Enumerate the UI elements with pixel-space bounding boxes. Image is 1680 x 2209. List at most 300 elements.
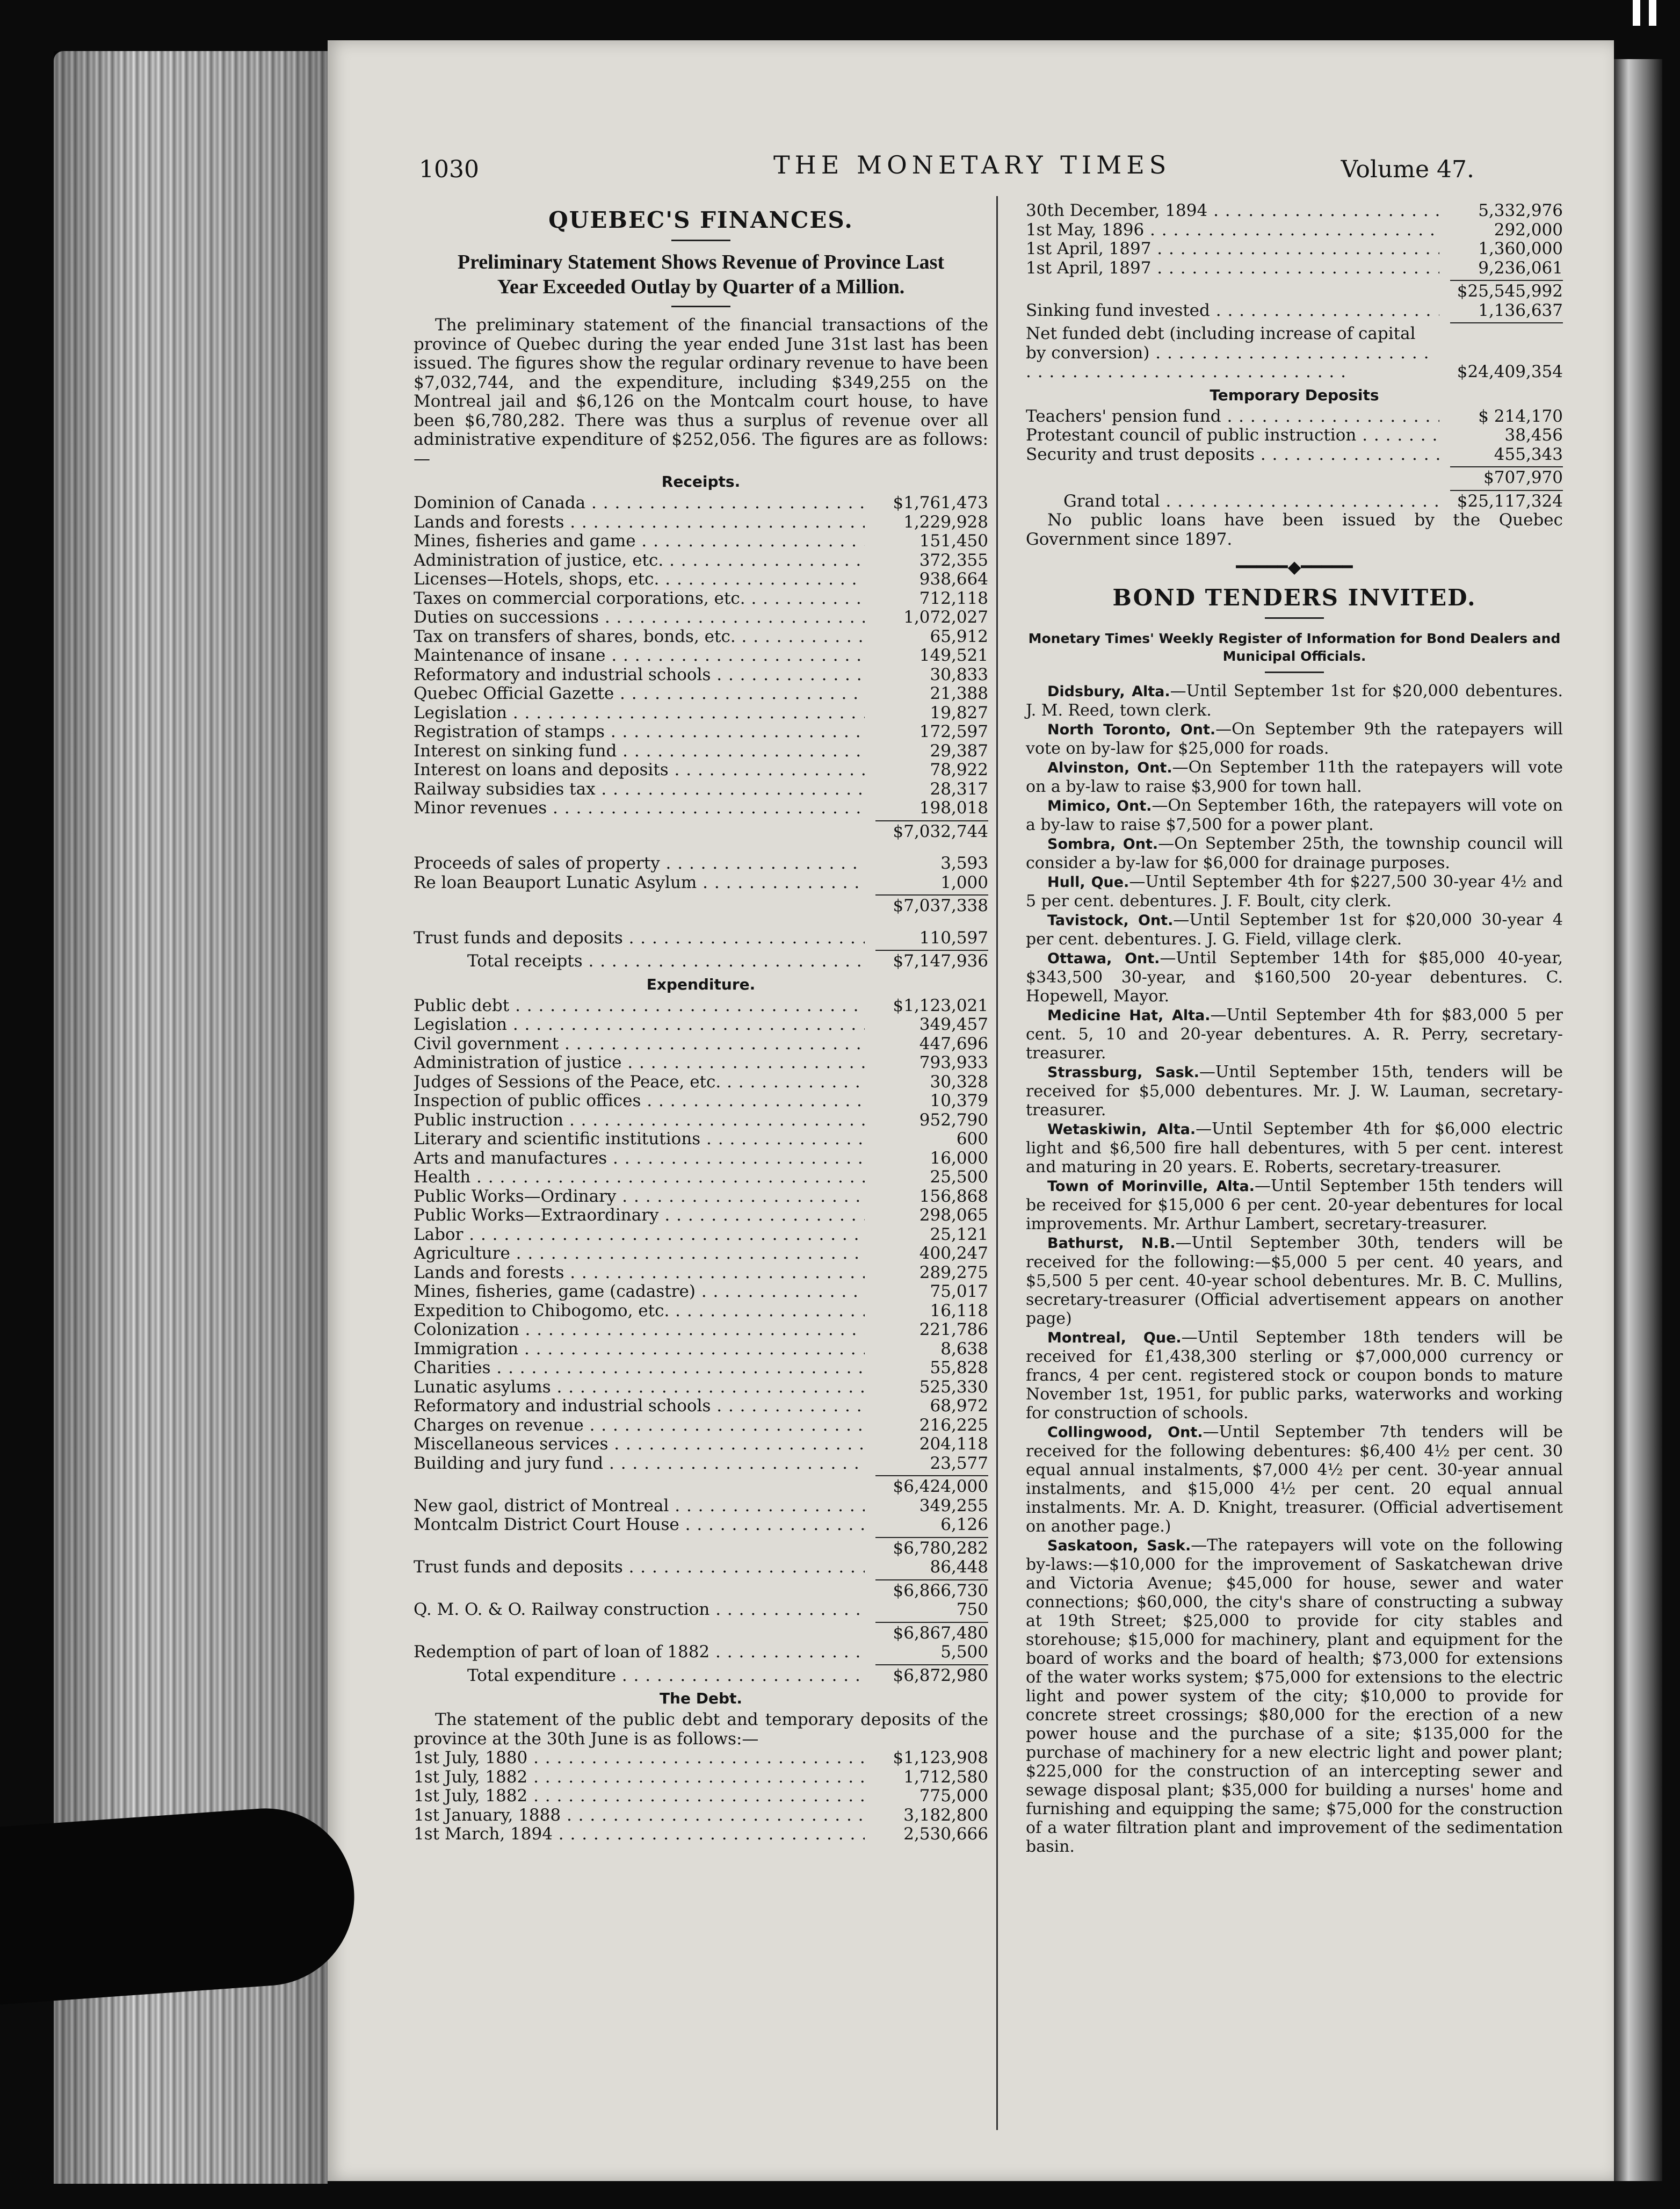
column-divider <box>996 196 998 2130</box>
bond-tender-place: Medicine Hat, Alta. <box>1047 1007 1211 1024</box>
bond-tenders-list <box>1026 682 1563 1856</box>
redemption-label: Redemption of part of loan of 1882 . . . <box>414 1643 865 1662</box>
expenditure-row <box>414 1225 988 1245</box>
expenditure-row-value: 204,118 <box>919 1434 988 1454</box>
expenditure-row-label: Charges on revenue . . . <box>414 1416 865 1435</box>
expenditure-row <box>414 1187 988 1207</box>
temp-deposit-row-value: 38,456 <box>1504 425 1563 445</box>
net-debt-value: $24,409,354 <box>1457 362 1563 381</box>
expenditure-row-value: 525,330 <box>919 1377 988 1397</box>
receipt-row-value: 21,388 <box>930 684 988 703</box>
volume-label: Volume 47. <box>1341 156 1474 183</box>
expenditure-row-value: 349,457 <box>919 1015 988 1034</box>
total-receipts-label: Total receipts . . . <box>414 952 865 971</box>
expenditure-row-value: 30,328 <box>930 1072 988 1092</box>
debt-cont-row <box>1026 240 1563 259</box>
debt-cont-row <box>1026 259 1563 278</box>
receipt-row <box>414 494 988 513</box>
receipt-row <box>414 799 988 818</box>
receipt-extra-row-label: Re loan Beauport Lunatic Asylum . . . <box>414 874 865 893</box>
expenditure-row-value: 216,225 <box>919 1415 988 1435</box>
receipt-row <box>414 761 988 780</box>
expenditure-row <box>414 1416 988 1435</box>
receipt-row-label: Legislation . . . <box>414 704 865 723</box>
bond-tender-place: Sombra, Ont. <box>1047 836 1158 853</box>
bond-tender-text: —Until September 4th for $6,000 electric light and $6,500 fire hall debentures, with 5 per cent. interest and maturing in 20 years. E. Roberts, secretary-treasurer. <box>1026 1120 1563 1176</box>
expenditure-row-label: Arts and manufactures . . . <box>414 1149 865 1168</box>
expenditure-row-value: 68,972 <box>930 1396 988 1416</box>
temp-deposit-row-label: Security and trust deposits . . . <box>1026 445 1439 465</box>
exp-subtotal4: $6,867,480 <box>893 1623 988 1643</box>
bond-tender-item <box>1026 1328 1563 1423</box>
expenditure-row-label: Literary and scientific institutions . . . <box>414 1130 865 1149</box>
expenditure-row-value: 793,933 <box>919 1053 988 1072</box>
expenditure-row-label: Public Works—Ordinary . . . <box>414 1187 865 1207</box>
expenditure-row-value: 447,696 <box>919 1034 988 1053</box>
expenditure-row-label: Colonization . . . <box>414 1320 865 1340</box>
bond-tender-item <box>1026 720 1563 758</box>
bond-tender-place: Saskatoon, Sask. <box>1047 1537 1191 1554</box>
headline-rule <box>671 240 730 241</box>
bond-tender-item <box>1026 1423 1563 1536</box>
receipt-row-value: 30,833 <box>930 665 988 684</box>
receipt-row-label: Administration of justice, etc. . . . <box>414 551 865 571</box>
expenditure-row-label: Judges of Sessions of the Peace, etc. . . . <box>414 1073 865 1092</box>
expenditure-row-value: 16,000 <box>930 1148 988 1168</box>
expenditure-row <box>414 1130 988 1149</box>
publication-title: THE MONETARY TIMES <box>773 150 1171 179</box>
expenditure-row-value: 75,017 <box>930 1282 988 1301</box>
bond-tender-item <box>1026 1536 1563 1856</box>
sinking-value: 1,136,637 <box>1478 300 1563 320</box>
sinking-label: Sinking fund invested . . . <box>1026 301 1439 321</box>
bond-tender-place: Wetaskiwin, Alta. <box>1047 1121 1196 1138</box>
quebec-intro: The preliminary statement of the financial transactions of the province of Quebec during the year ended June 31st last has been issued. The figures show the regular ordinary revenue to have been $7,032,744, and the expenditure, including $349,255 on the Montreal jail and $6,126 on the Montcalm court house, to have been $6,780,282. There was thus a surplus of revenue over all administrative expenditure of $252,056. The figures are as follows:— <box>414 315 988 468</box>
bond-tender-item <box>1026 1063 1563 1120</box>
grand-total-label: Grand total . . . <box>1026 492 1439 511</box>
bond-tender-place: Town of Morinville, Alta. <box>1047 1178 1255 1195</box>
total-receipts-value: $7,147,936 <box>893 951 988 971</box>
trust-out-label: Trust funds and deposits . . . <box>414 1558 865 1577</box>
net-debt-label: Net funded debt (including increase of capital by conversion) . . . <box>1026 324 1439 382</box>
redemption-value: 5,500 <box>940 1642 988 1662</box>
sum-rule <box>1450 280 1563 281</box>
debt-row <box>414 1749 988 1768</box>
expenditure-row-value: 221,786 <box>919 1320 988 1339</box>
temp-deposit-row <box>1026 407 1563 427</box>
expenditure-row <box>414 1073 988 1092</box>
debt-cont-row-value: 292,000 <box>1494 220 1563 240</box>
sum-rule <box>875 950 988 951</box>
receipt-row-value: 198,018 <box>919 798 988 818</box>
debt-intro: The statement of the public debt and temporary deposits of the province at the 30th June is as follows:— <box>414 1710 988 1749</box>
redemption-row <box>414 1643 988 1662</box>
debt-table <box>414 1749 988 1844</box>
receipt-row-value: 149,521 <box>919 646 988 665</box>
bond-tender-place: Alvinston, Ont. <box>1047 760 1172 776</box>
sum-rule <box>875 1475 988 1476</box>
receipt-row-value: 78,922 <box>930 760 988 779</box>
expenditure-row <box>414 1340 988 1359</box>
exp-subtotal4-row <box>414 1624 988 1643</box>
bond-tender-text: —Until September 4th for $83,000 5 per cent. 5, 10 and 20-year debentures. A. R. Perry, secretary-treasurer. <box>1026 1006 1563 1063</box>
receipts-subtotal: $7,032,744 <box>893 821 988 841</box>
sum-rule <box>875 894 988 896</box>
expenditure-row <box>414 1359 988 1378</box>
bonds-headline: BOND TENDERS INVITED. <box>1112 584 1476 611</box>
expenditure-extra-table <box>414 1497 988 1535</box>
thumb-shadow <box>0 1802 360 2006</box>
total-expenditure-row <box>414 1666 988 1686</box>
receipt-row <box>414 532 988 551</box>
receipt-row <box>414 513 988 532</box>
sum-rule <box>1450 322 1563 323</box>
sum-rule <box>875 820 988 821</box>
receipt-row-label: Reformatory and industrial schools . . . <box>414 666 865 685</box>
receipt-row-value: 1,072,027 <box>903 608 988 627</box>
quebec-headline: QUEBEC'S FINANCES. <box>548 207 853 233</box>
debt-continued-table <box>1026 201 1563 278</box>
expenditure-row <box>414 1206 988 1225</box>
receipt-row <box>414 551 988 571</box>
expenditure-row <box>414 1282 988 1302</box>
sum-rule <box>875 1664 988 1665</box>
bond-tender-item <box>1026 834 1563 872</box>
bond-tender-item <box>1026 1006 1563 1063</box>
bond-tender-item <box>1026 796 1563 834</box>
receipts-subtotal2: $7,037,338 <box>893 896 988 915</box>
page-header <box>328 150 1614 183</box>
expenditure-row-value: 55,828 <box>930 1358 988 1377</box>
receipt-row-value: 151,450 <box>919 531 988 551</box>
receipt-row <box>414 723 988 742</box>
debt-row-label: 1st July, 1882 . . . <box>414 1768 865 1787</box>
sum-rule <box>875 1579 988 1580</box>
debt-row-value: $1,123,908 <box>893 1748 988 1767</box>
bond-tender-item <box>1026 1176 1563 1233</box>
bond-tender-text: —Until September 1st for $20,000 30-year 4 per cent. debentures. J. G. Field, village clerk. <box>1026 911 1563 949</box>
receipts-table <box>414 494 988 818</box>
expenditure-row-label: Health . . . <box>414 1168 865 1187</box>
expenditure-row-label: Civil government . . . <box>414 1035 865 1054</box>
receipt-row <box>414 646 988 666</box>
net-debt-row <box>1026 324 1563 382</box>
bond-tender-text: —Until September 15th, tenders will be received for $5,000 debentures. Mr. J. W. Lauman, secretary-treasurer. <box>1026 1063 1563 1120</box>
bond-tender-text: —Until September 7th tenders will be received for the following debentures: $6,400 4½ per cent. 30 equal annual instalments, $7,000 4½ per cent. 30-year annual instalments, and $15,000 4½ per cent. 20 equal annual instalments. Mr. A. D. Knight, treasurer. (Official advertisement on another page.) <box>1026 1423 1563 1536</box>
total-expenditure-value: $6,872,980 <box>893 1665 988 1685</box>
expenditure-extra-row-label: New gaol, district of Montreal . . . <box>414 1497 865 1516</box>
bond-tender-text: —On September 25th, the township council will consider a by-law for $6,000 for drainage purposes. <box>1026 834 1563 872</box>
receipt-row-value: 172,597 <box>919 722 988 741</box>
bond-tender-place: North Toronto, Ont. <box>1047 721 1216 738</box>
temp-deposit-row-label: Protestant council of public instruction . . . <box>1026 426 1439 445</box>
receipts-subtotal-row <box>414 822 988 842</box>
receipt-row-value: 28,317 <box>930 779 988 799</box>
expenditure-table <box>414 997 988 1474</box>
sum-rule <box>875 1537 988 1538</box>
quebec-deck: Preliminary Statement Shows Revenue of Province Last Year Exceeded Outlay by Quarter of a Million. <box>457 251 945 298</box>
debt-row <box>414 1787 988 1806</box>
debt-cont-row-value: 1,360,000 <box>1478 239 1563 258</box>
expenditure-row <box>414 1320 988 1340</box>
receipt-extra-row <box>414 874 988 893</box>
receipt-row-label: Tax on transfers of shares, bonds, etc. . . . <box>414 627 865 647</box>
trust-out-row <box>414 1558 988 1577</box>
bond-tender-place: Hull, Que. <box>1047 874 1129 891</box>
receipts-extra-table <box>414 854 988 892</box>
expenditure-extra-row-value: 349,255 <box>919 1496 988 1515</box>
bond-tender-text: —Until September 15th tenders will be received for $15,000 6 per cent. 20-year debentures for local improvements. Mr. Arthur Lambert, secretary-treasurer. <box>1026 1176 1563 1233</box>
receipt-row-value: 372,355 <box>919 550 988 570</box>
expenditure-row-value: 289,275 <box>919 1262 988 1282</box>
receipt-row-label: Mines, fisheries and game . . . <box>414 532 865 551</box>
debt-row-label: 1st July, 1882 . . . <box>414 1787 865 1806</box>
expenditure-row-label: Public instruction . . . <box>414 1111 865 1130</box>
expenditure-extra-row-label: Montcalm District Court House . . . <box>414 1515 865 1535</box>
expenditure-row-label: Lunatic asylums . . . <box>414 1378 865 1397</box>
exp-subtotal3-row <box>414 1582 988 1601</box>
expenditure-row <box>414 1149 988 1168</box>
receipt-row-label: Taxes on commercial corporations, etc. . . . <box>414 589 865 609</box>
receipt-row-value: 712,118 <box>919 588 988 608</box>
bond-tender-place: Montreal, Que. <box>1047 1330 1182 1346</box>
expenditure-extra-row <box>414 1497 988 1516</box>
expenditure-extra-row <box>414 1515 988 1535</box>
debt-heading: The Debt. <box>659 1690 743 1707</box>
expenditure-row <box>414 1435 988 1454</box>
receipt-extra-row-value: 1,000 <box>940 872 988 892</box>
receipt-row <box>414 666 988 685</box>
debt-row <box>414 1825 988 1844</box>
total-expenditure-label: Total expenditure . . . <box>414 1666 865 1686</box>
bond-tender-text: —Until September 1st for $20,000 debentures. J. M. Reed, town clerk. <box>1026 682 1563 720</box>
sum-rule <box>1450 466 1563 467</box>
expenditure-row-value: $1,123,021 <box>893 995 988 1015</box>
debt-row-value: 775,000 <box>919 1786 988 1806</box>
debt-subtotal-row <box>1026 282 1563 301</box>
debt-row-value: 2,530,666 <box>903 1824 988 1844</box>
receipt-row-label: Railway subsidies tax . . . <box>414 780 865 799</box>
grand-total-value: $25,117,324 <box>1457 491 1563 511</box>
temp-deposit-row <box>1026 445 1563 465</box>
expenditure-row-value: 600 <box>956 1129 988 1149</box>
exp-subtotal3: $6,866,730 <box>893 1580 988 1600</box>
expenditure-row <box>414 1264 988 1283</box>
receipt-row <box>414 742 988 761</box>
expenditure-row-value: 8,638 <box>940 1339 988 1359</box>
bond-tender-text: —On September 16th, the ratepayers will vote on a by-law to raise $7,500 for a power plant. <box>1026 796 1563 834</box>
expenditure-row-label: Inspection of public offices . . . <box>414 1092 865 1111</box>
bond-tender-item <box>1026 758 1563 796</box>
bond-tender-place: Ottawa, Ont. <box>1047 950 1160 967</box>
expenditure-row-value: 16,118 <box>930 1301 988 1320</box>
bond-tender-text: —On September 11th the ratepayers will vote on a by-law to raise $3,900 for town hall. <box>1026 758 1563 796</box>
trust-out-value: 86,448 <box>930 1557 988 1577</box>
receipt-row <box>414 684 988 704</box>
receipt-extra-row-value: 3,593 <box>940 854 988 873</box>
receipt-row-label: Interest on sinking fund . . . <box>414 742 865 761</box>
debt-row-value: 1,712,580 <box>903 1767 988 1787</box>
receipt-extra-row <box>414 854 988 874</box>
debt-cont-row-label: 1st April, 1897 . . . <box>1026 240 1439 259</box>
debt-cont-row-label: 1st May, 1896 . . . <box>1026 221 1439 240</box>
temp-total-row <box>1026 468 1563 488</box>
debt-row <box>414 1768 988 1787</box>
receipts-heading: Receipts. <box>661 473 741 490</box>
expenditure-row <box>414 1015 988 1035</box>
page-number: 1030 <box>419 156 479 183</box>
receipt-row-value: 29,387 <box>930 741 988 761</box>
debt-cont-row <box>1026 201 1563 221</box>
expenditure-row-label: Mines, fisheries, game (cadastre) . . . <box>414 1282 865 1302</box>
receipt-row <box>414 589 988 609</box>
bond-tender-text: —On September 9th the ratepayers will vote on by-law for $25,000 for roads. <box>1026 720 1563 758</box>
debt-cont-row-label: 30th December, 1894 . . . <box>1026 201 1439 221</box>
expenditure-row-value: 156,868 <box>919 1186 988 1206</box>
expenditure-row <box>414 1244 988 1264</box>
receipt-row-label: Lands and forests . . . <box>414 513 865 532</box>
expenditure-row <box>414 1378 988 1397</box>
expenditure-row-label: Miscellaneous services . . . <box>414 1435 865 1454</box>
expenditure-row-label: Labor . . . <box>414 1225 865 1245</box>
bond-tender-item <box>1026 911 1563 949</box>
debt-row <box>414 1806 988 1825</box>
no-loans-note: No public loans have been issued by the Quebec Government since 1897. <box>1026 510 1563 549</box>
temp-total: $707,970 <box>1483 468 1563 487</box>
receipt-row-label: Dominion of Canada . . . <box>414 494 865 513</box>
sum-rule <box>875 1622 988 1623</box>
temporary-deposits-table <box>1026 407 1563 465</box>
receipt-row-label: Interest on loans and deposits . . . <box>414 761 865 780</box>
expenditure-row-value: 952,790 <box>919 1110 988 1130</box>
expenditure-row-label: Building and jury fund . . . <box>414 1454 865 1474</box>
receipt-row-value: 938,664 <box>919 569 988 589</box>
debt-row-label: 1st January, 1888 . . . <box>414 1806 865 1825</box>
bond-tender-text: —Until September 14th for $85,000 40-year, $343,500 30-year, and $160,500 20-year debentures. C. Hopewell, Mayor. <box>1026 949 1563 1006</box>
bond-tender-item <box>1026 682 1563 720</box>
expenditure-row <box>414 1168 988 1187</box>
receipt-row-value: 19,827 <box>930 703 988 723</box>
debt-cont-row <box>1026 221 1563 240</box>
exp-subtotal1: $6,424,000 <box>893 1477 988 1496</box>
expenditure-row-label: Agriculture . . . <box>414 1244 865 1264</box>
debt-cont-row-value: 9,236,061 <box>1478 258 1563 278</box>
sinking-row <box>1026 301 1563 321</box>
expenditure-row-label: Administration of justice . . . <box>414 1053 865 1073</box>
sum-rule <box>1450 490 1563 491</box>
expenditure-row-label: Expedition to Chibogomo, etc. . . . <box>414 1302 865 1321</box>
bond-tender-place: Tavistock, Ont. <box>1047 912 1174 929</box>
deck-rule <box>671 306 730 307</box>
bond-tender-text: —Until September 18th tenders will be received for £1,438,300 sterling or $7,000,000 currency or francs, 4 per cent. registered stock or coupon bonds to mature November 1st, 1951, for public parks, waterworks and working for construction of schools. <box>1026 1328 1563 1423</box>
receipt-extra-row-label: Proceeds of sales of property . . . <box>414 854 865 874</box>
receipts-subtotal2-row <box>414 897 988 916</box>
temp-deposit-row-label: Teachers' pension fund . . . <box>1026 407 1439 427</box>
expenditure-row-label: Lands and forests . . . <box>414 1264 865 1283</box>
railway-row <box>414 1600 988 1620</box>
temp-deposit-row <box>1026 426 1563 445</box>
expenditure-row-value: 25,121 <box>930 1224 988 1244</box>
bond-tender-place: Collingwood, Ont. <box>1047 1424 1203 1441</box>
expenditure-row-label: Reformatory and industrial schools . . . <box>414 1397 865 1416</box>
expenditure-row-label: Public debt . . . <box>414 997 865 1016</box>
left-column <box>414 201 988 1844</box>
bond-tender-item <box>1026 1233 1563 1328</box>
bond-tender-place: Bathurst, N.B. <box>1047 1235 1176 1252</box>
newspaper-page <box>328 40 1614 2181</box>
section-ornament: ━━━━━◆━━━━━ <box>1236 557 1353 577</box>
expenditure-row <box>414 1397 988 1416</box>
railway-value: 750 <box>956 1600 988 1619</box>
bond-tender-item <box>1026 1120 1563 1176</box>
receipt-row-value: $1,761,473 <box>893 493 988 512</box>
expenditure-row <box>414 1454 988 1474</box>
receipt-row <box>414 627 988 647</box>
trust-in-value: 110,597 <box>919 928 988 948</box>
bond-tender-place: Didsbury, Alta. <box>1047 683 1170 700</box>
expenditure-row-value: 23,577 <box>930 1453 988 1473</box>
temporary-deposits-heading: Temporary Deposits <box>1210 386 1379 404</box>
bond-tender-item <box>1026 949 1563 1006</box>
expenditure-extra-row-value: 6,126 <box>940 1515 988 1534</box>
receipt-row-value: 1,229,928 <box>903 512 988 532</box>
bond-tender-place: Strassburg, Sask. <box>1047 1064 1199 1081</box>
receipt-row-value: 65,912 <box>930 626 988 646</box>
receipt-row-label: Minor revenues . . . <box>414 799 865 818</box>
expenditure-heading: Expenditure. <box>646 975 756 993</box>
expenditure-row-value: 298,065 <box>919 1205 988 1225</box>
debt-cont-row-label: 1st April, 1897 . . . <box>1026 259 1439 278</box>
grand-total-row <box>1026 492 1563 511</box>
bond-tender-text: —The ratepayers will vote on the following by-laws:—$10,000 for the improvement of Saskatchewan drive and Victoria Avenue; $45,000 for house, sewer and water connections; $60,000, the city's share of constructing a subway at 19th Street; $25,000 to provide for city stables and storehouse; $15,000 for machinery, plant and equipment for the board of works and the board of health; $73,000 for extensions of the water works system; $75,000 for extensions to the electric light and power system of the city; $10,000 to provide for concrete street crossings; $80,000 for the erection of a new power house and the purchase of a site; $135,000 for the purchase of machinery for a new electric light and power plant; $225,000 for the construction of an intercepting sewer and sewage disposal plant; $35,000 for building a nurses' home and furnishing and equipping the same; $75,000 for the construction of a water filtration plant and improvement of the sedimentation basin. <box>1026 1536 1563 1856</box>
receipt-row-label: Maintenance of insane . . . <box>414 646 865 666</box>
receipt-row <box>414 570 988 589</box>
exp-subtotal1-row <box>414 1477 988 1497</box>
expenditure-row-value: 400,247 <box>919 1244 988 1263</box>
right-column <box>1026 201 1563 1856</box>
expenditure-row-label: Charities . . . <box>414 1359 865 1378</box>
trust-in-label: Trust funds and deposits . . . <box>414 929 865 948</box>
receipt-row <box>414 608 988 627</box>
film-marks <box>1633 0 1670 27</box>
railway-label: Q. M. O. & O. Railway construction . . . <box>414 1600 865 1620</box>
expenditure-row <box>414 1053 988 1073</box>
expenditure-row <box>414 1302 988 1321</box>
trust-in-row <box>414 929 988 948</box>
receipt-row <box>414 780 988 799</box>
expenditure-row-value: 10,379 <box>930 1091 988 1110</box>
temp-deposit-row-value: $ 214,170 <box>1478 406 1563 426</box>
debt-row-value: 3,182,800 <box>903 1805 988 1825</box>
bond-tender-text: —Until September 30th, tenders will be received for the following:—$5,000 5 per cent. 40 years, and $5,500 5 per cent. 40-year school debentures. Mr. B. C. Mullins, secretary-treasurer (Official advertisement appears on another page) <box>1026 1233 1563 1328</box>
expenditure-row <box>414 1092 988 1111</box>
headline-rule <box>1265 617 1324 619</box>
expenditure-row-label: Legislation . . . <box>414 1015 865 1035</box>
expenditure-row <box>414 1111 988 1130</box>
bonds-subhead: Monetary Times' Weekly Register of Information for Bond Dealers and Municipal Officials. <box>1028 631 1561 664</box>
expenditure-row-label: Immigration . . . <box>414 1340 865 1359</box>
expenditure-row <box>414 997 988 1016</box>
exp-subtotal2-row <box>414 1539 988 1558</box>
subhead-rule <box>1265 672 1324 673</box>
debt-subtotal: $25,545,992 <box>1457 281 1563 301</box>
receipt-row-label: Quebec Official Gazette . . . <box>414 684 865 704</box>
bond-tender-item <box>1026 872 1563 911</box>
total-receipts-row <box>414 952 988 971</box>
bond-tender-text: —Until September 4th for $227,500 30-year 4½ and 5 per cent. debentures. J. F. Boult, city clerk. <box>1026 872 1563 911</box>
receipt-row-label: Duties on successions . . . <box>414 608 865 627</box>
expenditure-row-value: 25,500 <box>930 1167 988 1187</box>
